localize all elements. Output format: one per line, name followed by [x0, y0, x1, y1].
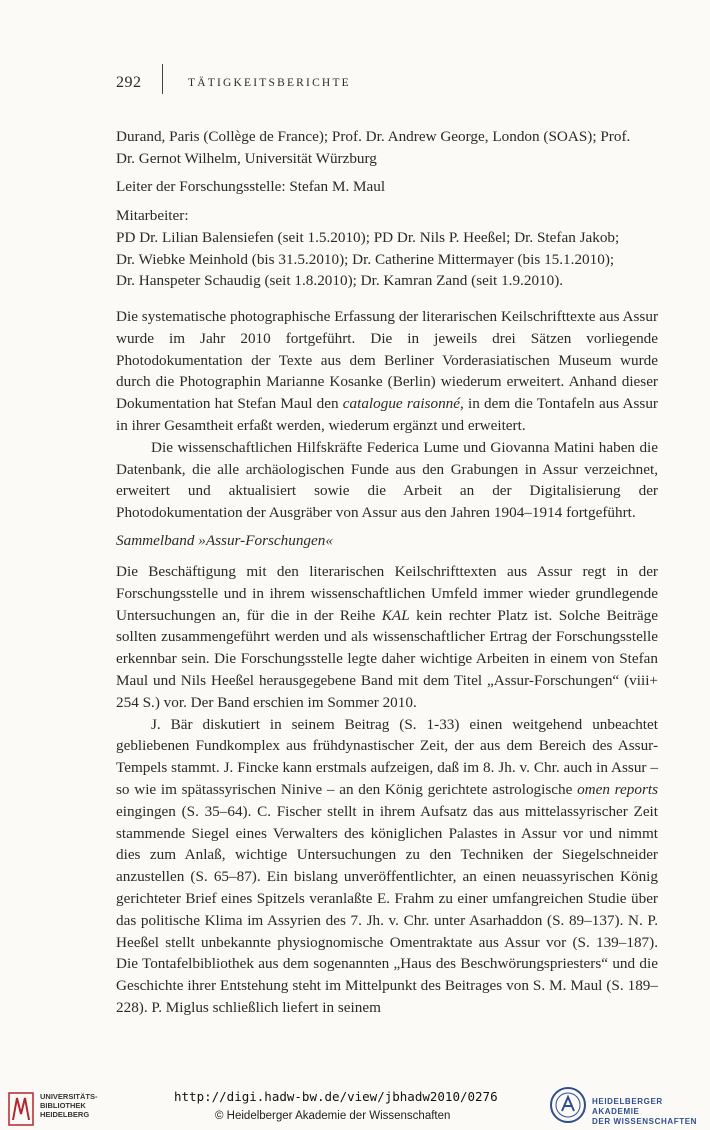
- text-run: Die Beschäftigung mit den literarischen Keilschrifttexten aus Assur regt in der Forschungsstelle und in ihrem wissenschaftlichen Umfeld immer wieder grundlegende Untersuchungen an, für die in der Reihe: [116, 563, 658, 624]
- staff-line: Dr. Wiebke Meinhold (bis 31.5.2010); Dr. Catherine Mittermayer (bis 15.1.2010);: [116, 250, 615, 268]
- footer: [0, 1078, 710, 1130]
- permalink-url[interactable]: http://digi.hadw-bw.de/view/jbhadw2010/0276: [174, 1089, 498, 1104]
- staff-heading: Mitarbeiter:: [116, 207, 189, 224]
- text-line: Durand, Paris (Collège de France); Prof. Dr. Andrew George, London (SOAS); Prof.: [116, 128, 631, 145]
- italic-term: catalogue raisonné: [342, 395, 460, 413]
- text-run: eingingen (S. 35–64). C. Fischer stellt in ihrem Aufsatz das aus mittelassyrischer Zeit stammende Siegel eines Verwalters des königlichen Palastes in Assur vor und nimmt dies zum Anlaß, wichtige Untersuchungen zu den Techniken der Siegelschneider anzustellen (S. 65–87). Ein bislang unveröffentlichter, an einen neuassyrischen König gerichteter Brief eines Spitzels veranlaßte E. Frahm zu einer umfangreichen Studie über das politische Klima im Assyrien des 7. Jh. v. Chr. unter Asarhaddon (S. 89–137). N. P. Heeßel stellt unbekannte physiognomische Omentraktate aus Assur vor (S. 139–187). Die Tontafelbibliothek aus dem sogenannten „Haus des Beschwörungspriesters“ und die Geschichte ihrer Entstehung steht im Mittelpunkt des Beitrages von S. M. Maul (S. 189–228). P. Miglus schließlich liefert in seinem: [116, 802, 658, 1016]
- copyright-notice: © Heidelberger Akademie der Wissenschaften: [215, 1110, 451, 1122]
- survey-section: [116, 306, 658, 524]
- institutions-paragraph: [116, 126, 658, 170]
- text-line: DER WISSENSCHAFTEN: [592, 1117, 698, 1126]
- sammelband-paragraph-2: [116, 714, 658, 1019]
- text-line: HEIDELBERG: [40, 1110, 90, 1119]
- sammelband-section: [116, 561, 658, 1019]
- university-library-logo-icon: [8, 1092, 34, 1126]
- text-run: kein rechter Platz ist. Solche Beiträge sollten zusammengeführt werden und als wissenschaftlicher Ertrag der Forschungsstelle erkennbar sein. Die Forschungsstelle legte daher wichtige Arbeiten in einem von Stefan Maul und Nils Heeßel herausgegebene Band mit dem Titel „Assur-Forschungen“ (viii+ 254 S.) vor. Der Band erschien im Sommer 2010.: [116, 606, 659, 711]
- sammelband-paragraph-1: [116, 561, 658, 714]
- page-number: 292: [116, 74, 142, 91]
- section-heading: [116, 530, 658, 552]
- page-header: [116, 74, 676, 96]
- staff-paragraph: [116, 205, 658, 292]
- staff-line: PD Dr. Lilian Balensiefen (seit 1.5.2010); PD Dr. Nils P. Heeßel; Dr. Stefan Jakob;: [116, 228, 620, 246]
- running-title: TÄTIGKEITSBERICHTE: [188, 77, 351, 89]
- text-line: UNIVERSITÄTS-: [40, 1092, 98, 1101]
- section-heading-text: Sammelband »Assur-Forschungen«: [116, 532, 333, 549]
- text-line: BIBLIOTHEK: [40, 1101, 86, 1110]
- italic-term: KAL: [381, 606, 410, 624]
- survey-paragraph-1: [116, 306, 658, 437]
- text-run: J. Bär diskutiert in seinem Beitrag (S. 1-33) einen weitgehend unbeachtet gebliebenen Fundkomplex aus frühdynastischer Zeit, der aus dem Bereich des Assur-Tempels stammt. J. Fincke kann erstmals aufzeigen, daß im 8. Jh. v. Chr. auch in Assur – so wie im spätassyrischen Ninive – an den König gerichtete astrologische: [116, 715, 658, 798]
- header-divider: [162, 64, 163, 94]
- text-run: , in dem die Tontafeln aus Assur in ihrer Gesamtheit erfaßt werden, wiederum ergänzt und erweitert.: [116, 395, 658, 434]
- staff-line: Dr. Hanspeter Schaudig (seit 1.8.2010); Dr. Kamran Zand (seit 1.9.2010).: [116, 272, 564, 290]
- italic-term: omen reports: [577, 780, 658, 798]
- text-line: HEIDELBERGER AKADEMIE: [592, 1097, 663, 1116]
- academy-seal-icon: [549, 1086, 587, 1124]
- director-line: Leiter der Forschungsstelle: Stefan M. Maul: [116, 178, 386, 195]
- university-library-name: [40, 1092, 98, 1119]
- text-line: Dr. Gernot Wilhelm, Universität Würzburg: [116, 149, 377, 167]
- academy-name: [592, 1097, 710, 1127]
- director-paragraph: [116, 176, 658, 198]
- text-run: Die systematische photographische Erfassung der literarischen Keilschrifttexte aus Assur wurde im Jahr 2010 fortgeführt. Die in jeweils drei Sätzen vorliegende Photodokumentation der Texte aus dem Berliner Vorderasiatischen Museum wurde durch die Photographin Marianne Kosanke (Berlin) wiederum erweitert. Anhand dieser Dokumentation hat Stefan Maul den: [116, 308, 658, 413]
- survey-paragraph-2: Die wissenschaftlichen Hilfskräfte Federica Lume und Giovanna Matini haben die Datenbank, die alle archäologischen Funde aus den Grabungen in Assur verzeichnet, erweitert und aktualisiert sowie die Arbeit an der Digitalisierung der Photodokumentation der Ausgräber von Assur aus den Jahren 1904–1914 fortgeführt.: [116, 438, 658, 522]
